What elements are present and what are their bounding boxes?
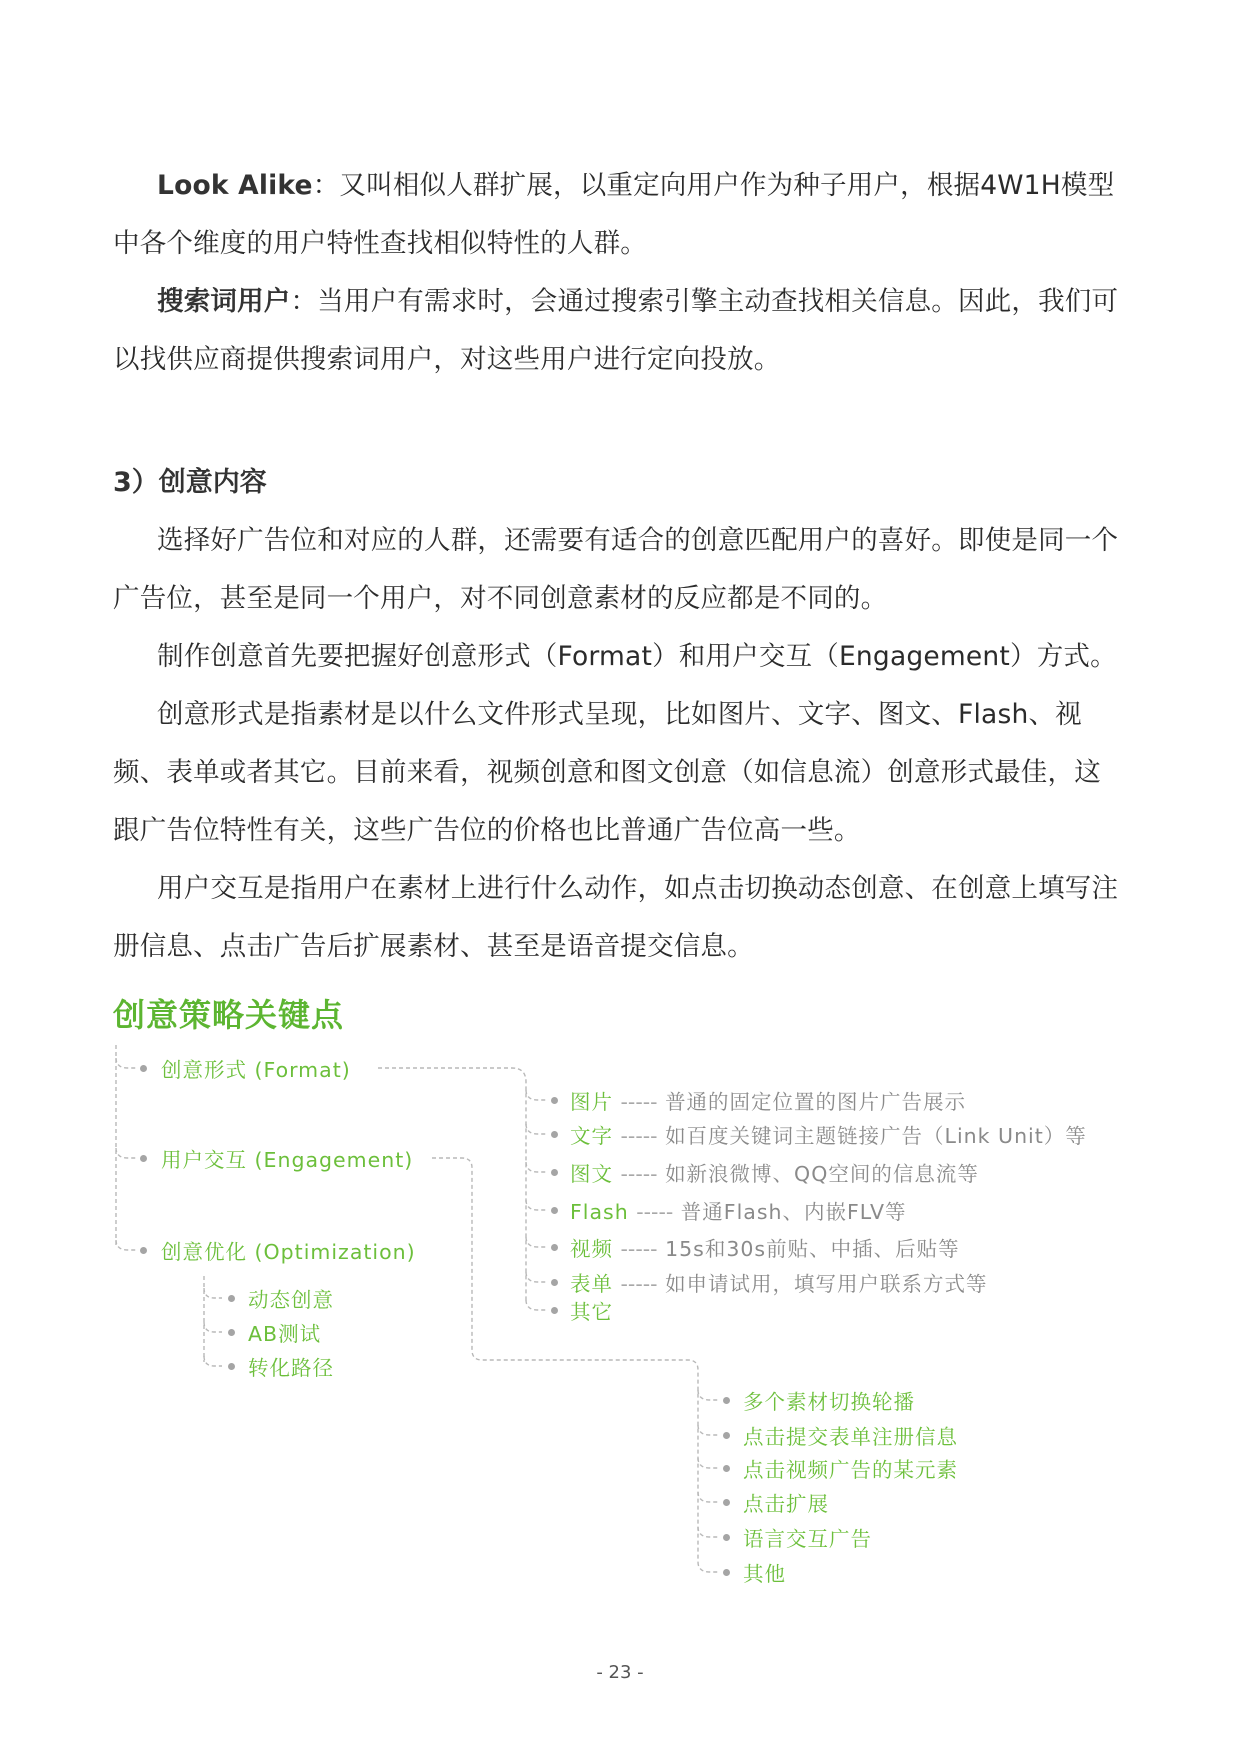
format-item: [570, 1085, 966, 1115]
format-item-label: 表单: [570, 1272, 613, 1296]
engagement-item: [743, 1453, 958, 1483]
format-item: [570, 1119, 1087, 1149]
diagram-title: 创意策略关键点: [113, 996, 345, 1034]
bullet-dot: [140, 1155, 147, 1162]
format-item-desc: 如申请试用，填写用户联系方式等: [665, 1272, 988, 1296]
bullet-dot: [723, 1465, 730, 1472]
dash-connector: -----: [620, 1272, 658, 1296]
bullet-dot: [551, 1131, 558, 1138]
opt-item-label: 转化路径: [248, 1356, 334, 1380]
format-item-desc: 普通的固定位置的图片广告展示: [665, 1090, 967, 1114]
bullet-dot: [551, 1169, 558, 1176]
search-users-term: 搜索词用户: [157, 286, 291, 317]
bullet-dot: [551, 1279, 558, 1286]
dash-connector: -----: [636, 1200, 674, 1224]
bullet-dot: [723, 1499, 730, 1506]
bullet-dot: [723, 1534, 730, 1541]
format-item: [570, 1267, 988, 1297]
page-number: - 23 -: [596, 1662, 644, 1683]
engagement-item-label: 点击扩展: [743, 1492, 829, 1516]
format-item-desc: 如百度关键词主题链接广告（Link Unit）等: [665, 1124, 1087, 1148]
node-format-label: 创意形式 (Format): [161, 1058, 351, 1082]
dash-connector: -----: [620, 1237, 658, 1261]
opt-item: [248, 1317, 321, 1347]
bullet-dot: [551, 1097, 558, 1104]
dash-connector: -----: [620, 1090, 658, 1114]
engagement-item: [743, 1487, 829, 1517]
format-item-desc: 15s和30s前贴、中插、后贴等: [665, 1237, 960, 1261]
format-item: [570, 1232, 960, 1262]
format-item-label: 文字: [570, 1124, 613, 1148]
bullet-dot: [723, 1432, 730, 1439]
node-optimization: [161, 1235, 416, 1265]
format-item-label: 图片: [570, 1090, 613, 1114]
format-item-desc: 如新浪微博、QQ空间的信息流等: [665, 1162, 979, 1186]
opt-item: [248, 1351, 334, 1381]
opt-item-label: AB测试: [248, 1322, 322, 1346]
paragraph-1: 选择好广告位和对应的人群，还需要有适合的创意匹配用户的喜好。即使是同一个广告位，甚至是同一个用户，对不同创意素材的反应都是不同的。: [113, 525, 1119, 614]
format-item: [570, 1295, 613, 1325]
dash-connector: -----: [620, 1124, 658, 1148]
bullet-dot: [723, 1569, 730, 1576]
engagement-item: [743, 1385, 915, 1415]
section-heading: 3）创意内容: [113, 467, 267, 498]
format-item-label: Flash: [570, 1200, 629, 1224]
paragraph-4: 用户交互是指用户在素材上进行什么动作，如点击切换动态创意、在创意上填写注册信息、点击广告后扩展素材、甚至是语音提交信息。: [113, 873, 1119, 962]
engagement-item: [743, 1420, 958, 1450]
bullet-dot: [228, 1295, 235, 1302]
format-item-label: 图文: [570, 1162, 613, 1186]
format-item-label: 视频: [570, 1237, 613, 1261]
bullet-dot: [228, 1363, 235, 1370]
search-users-text: ：当用户有需求时，会通过搜索引擎主动查找相关信息。因此，我们可以找供应商提供搜索词用户，对这些用户进行定向投放。: [113, 286, 1119, 375]
bullet-dot: [140, 1065, 147, 1072]
engagement-item-label: 多个素材切换轮播: [743, 1390, 915, 1414]
bullet-dot: [140, 1247, 147, 1254]
look-alike-text: ：又叫相似人群扩展，以重定向用户作为种子用户，根据4W1H模型中各个维度的用户特性查找相似特性的人群。: [113, 170, 1115, 259]
node-format: [161, 1053, 351, 1083]
engagement-item: [743, 1522, 872, 1552]
bullet-dot: [551, 1244, 558, 1251]
node-optimization-label: 创意优化 (Optimization): [161, 1240, 416, 1264]
format-item: [570, 1195, 907, 1225]
bullet-dot: [723, 1397, 730, 1404]
bullet-dot: [228, 1329, 235, 1336]
look-alike-term: Look Alike: [157, 170, 313, 201]
engagement-item: [743, 1557, 786, 1587]
node-engagement-label: 用户交互 (Engagement): [161, 1148, 414, 1172]
paragraph-3: 创意形式是指素材是以什么文件形式呈现，比如图片、文字、图文、Flash、视频、表单或者其它。目前来看，视频创意和图文创意（如信息流）创意形式最佳，这跟广告位特性有关，这些广告位的价格也比普通广告位高一些。: [113, 699, 1101, 846]
format-item-label: 其它: [570, 1300, 613, 1324]
bullet-dot: [551, 1207, 558, 1214]
opt-item: [248, 1283, 334, 1313]
engagement-item-label: 点击视频广告的某元素: [743, 1458, 958, 1482]
dash-connector: -----: [620, 1162, 658, 1186]
paragraph-2: 制作创意首先要把握好创意形式（Format）和用户交互（Engagement）方式。: [157, 641, 1117, 672]
bullet-dot: [551, 1307, 558, 1314]
node-engagement: [161, 1143, 413, 1173]
format-item-desc: 普通Flash、内嵌FLV等: [680, 1200, 907, 1224]
opt-item-label: 动态创意: [248, 1288, 334, 1312]
engagement-item-label: 点击提交表单注册信息: [743, 1425, 958, 1449]
engagement-item-label: 其他: [743, 1562, 786, 1586]
engagement-item-label: 语言交互广告: [743, 1527, 872, 1551]
format-item: [570, 1157, 979, 1187]
